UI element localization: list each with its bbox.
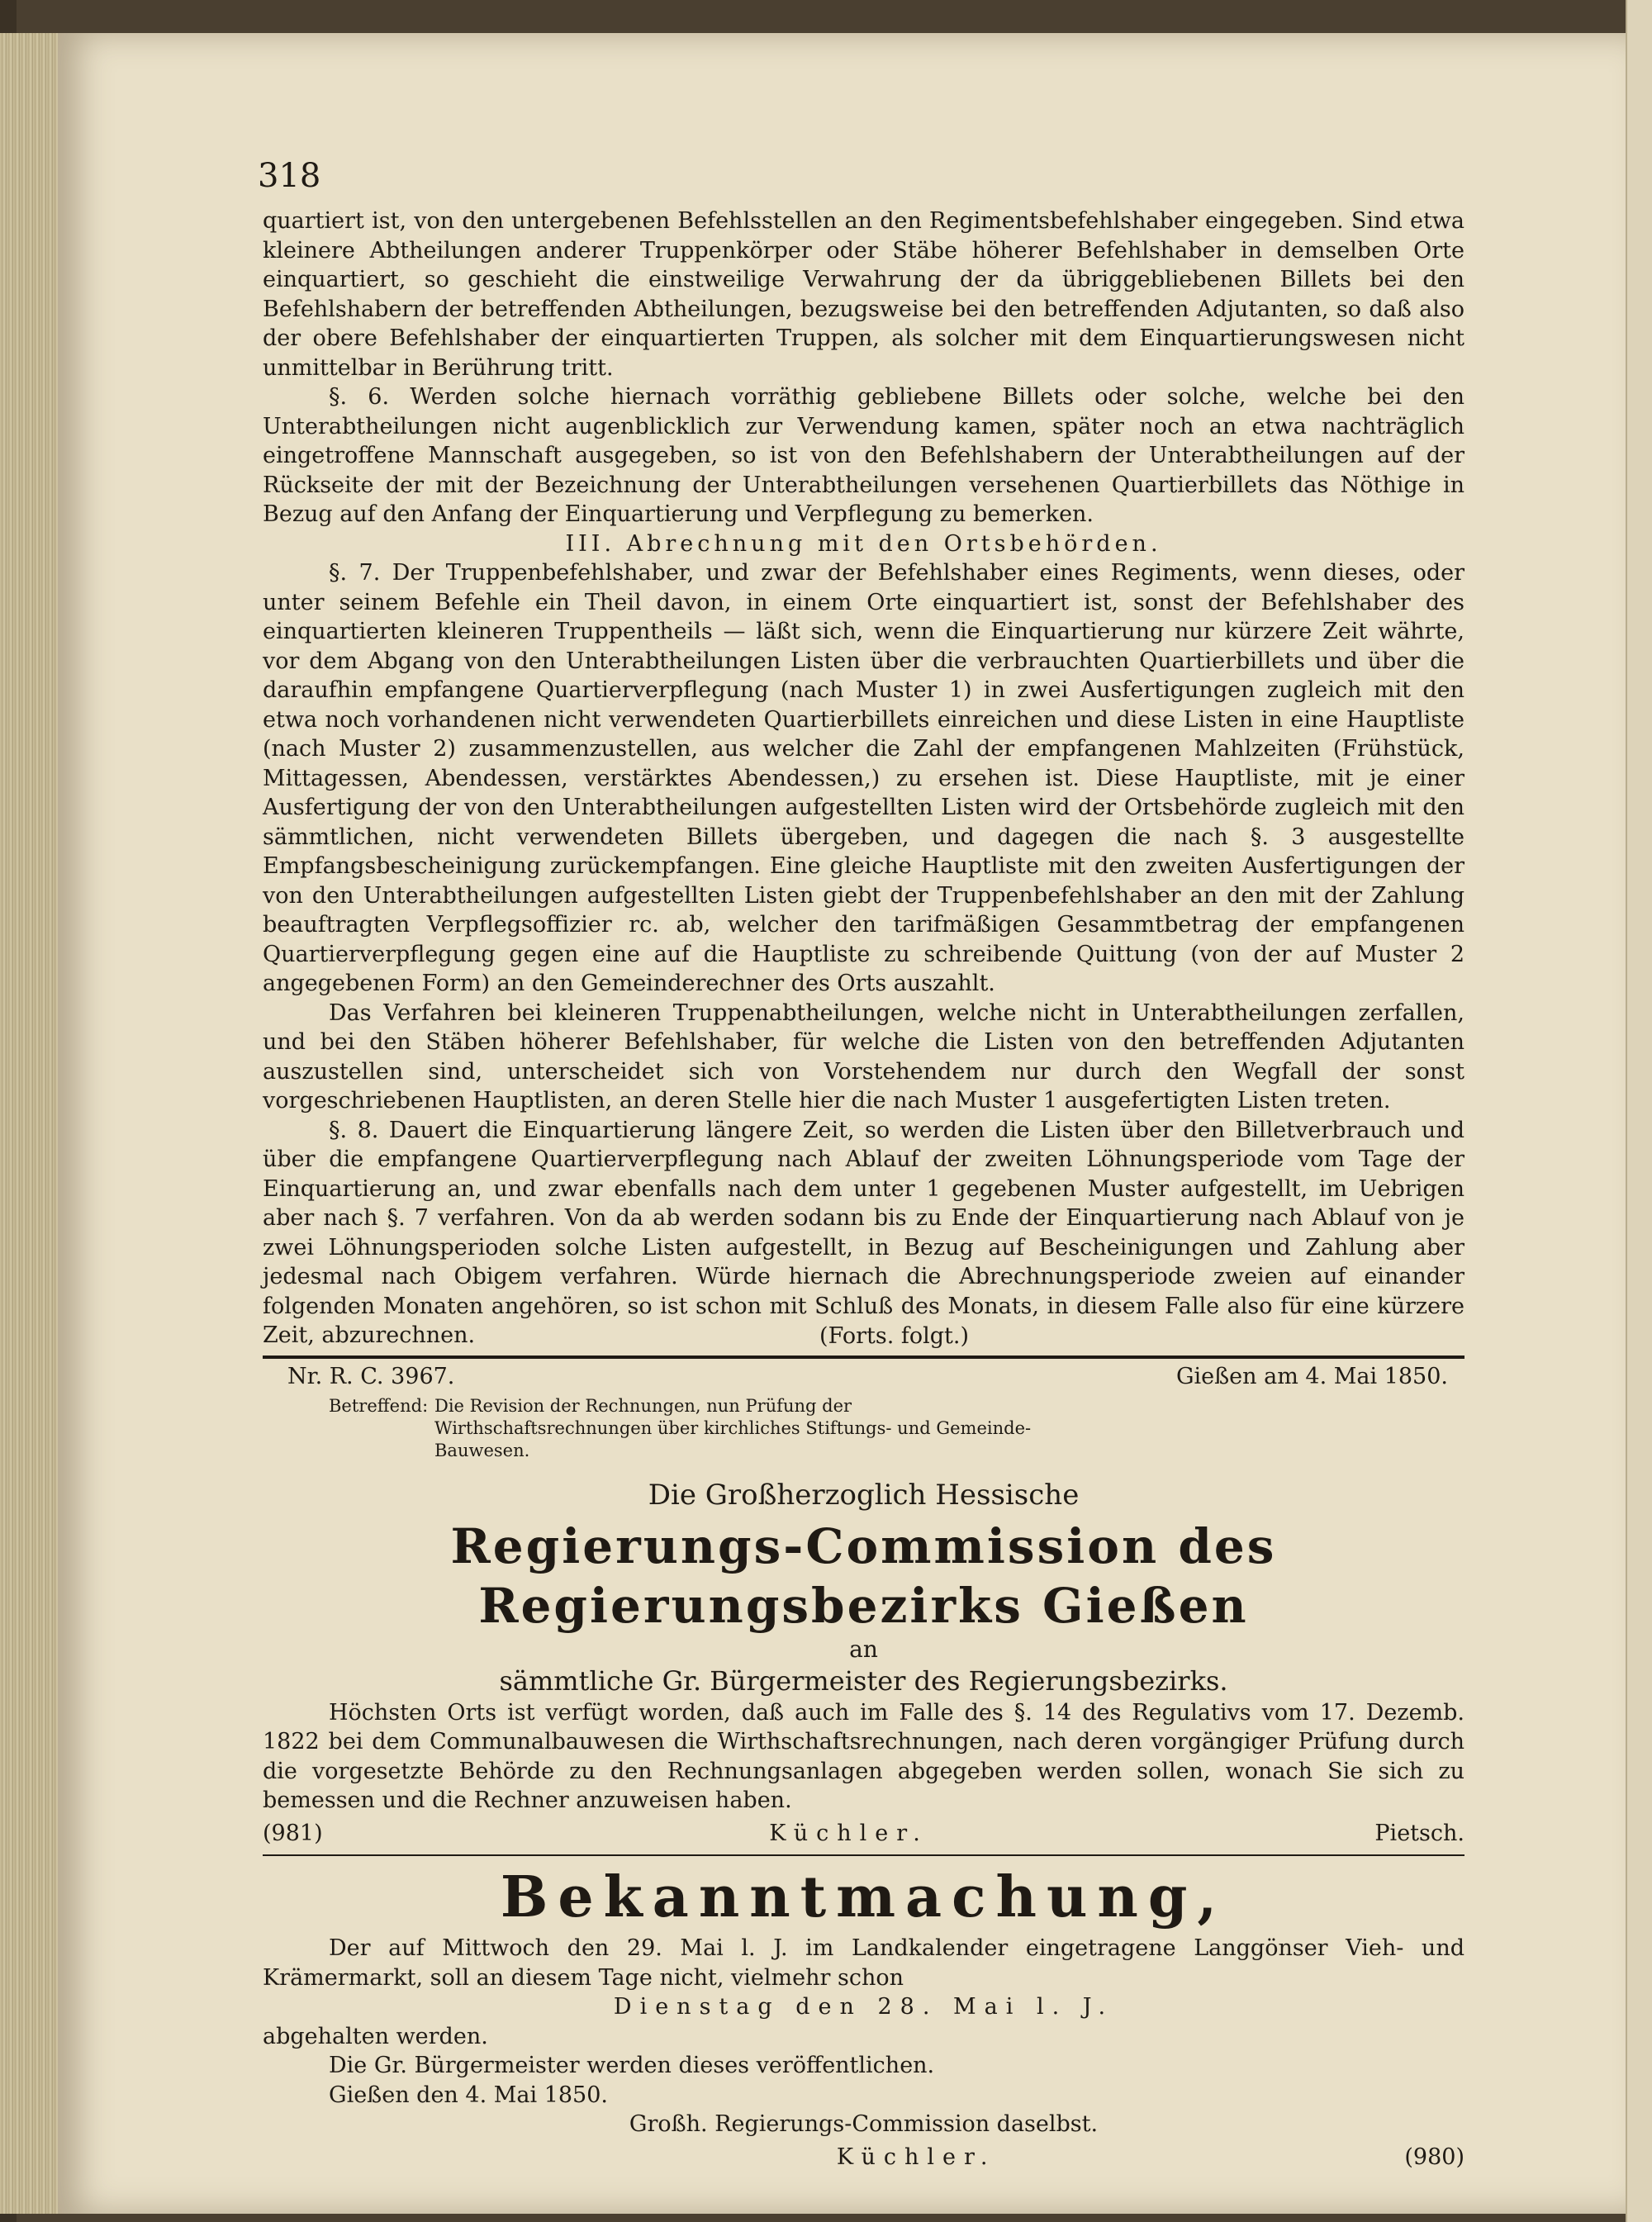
announcement-authority: Großh. Regierungs-Commission daselbst. bbox=[629, 2111, 1099, 2137]
addressee: sämmtliche Gr. Bürgermeister des Regierungsbezirks. bbox=[499, 1664, 1228, 1697]
paragraph-section-7: §. 7. Der Truppenbefehlshaber, und zwar der Befehlshaber eines Regiments, wenn dieses, oder unter seinem Befehle ein Theil davon, in einem Orte einquartiert ist, sonst der Befehlshaber des einquartierten kleineren Truppentheils — läßt sich, wenn die Einquartierung nur kürzere Zeit währte, vor dem Abgang von den Unterabtheilungen Listen über die verbrauchten Quartierbillets und über die daraufhin empfangene Quartierverpflegung (nach Muster 1) in zwei Ausfertigungen zugleich mit den etwa noch vorhandenen nicht verwendeten Quartierbillets einreichen und diese Listen in eine Hauptliste (nach Muster 2) zusammenzustellen, aus welcher die Zahl der empfangenen Mahlzeiten (Frühstück, Mittagessen, Abendessen, verstärktes Abendessen,) zu ersehen ist. Diese Hauptliste, mit je einer Ausfertigung der von den Unterabtheilungen aufgestellten Listen wird der Ortsbehörde zugleich mit den sämmtlichen, nicht verwendeten Billets übergeben, und dagegen die nach §. 3 ausgestellte Empfangsbescheinigung zurückempfangen. Eine gleiche Hauptliste mit den zweiten Ausfertigungen der von den Unterabtheilungen aufgestellten Listen giebt der Truppenbefehlshaber an den mit der Zahlung beauftragten Verpflegsoffizier rc. ab, welcher den tarifmäßigen Gesammtbetrag der empfangenen Quartierverpflegung gegen eine auf die Hauptliste zu schreibende Quittung (von der auf Muster 2 angegebenen Form) an den Gemeinderechner des Orts auszahlt. bbox=[263, 560, 1464, 996]
paragraph-small-units: Das Verfahren bei kleineren Truppenabtheilungen, welche nicht in Unterabtheilungen zerfallen, und bei den Stäben höherer Befehlshaber, für welche die Listen von den betreffenden Adjutanten auszustellen sind, unterscheidet sich von Vorstehendem nur durch den Wegfall der sonst vorgeschriebenen Hauptlisten, an deren Stelle hier die nach Muster 1 ausgefertigten Listen treten. bbox=[263, 999, 1464, 1113]
announcement-signer: Küchler. bbox=[836, 2144, 996, 2170]
announcement-signature-row bbox=[263, 2143, 1464, 2172]
subject-text: Die Revision der Rechnungen, nun Prüfung der Wirthschaftsrechnungen über kirchliches Stiftungs- und Gemeinde-Bauwesen. bbox=[434, 1395, 1032, 1460]
announcement-headline: Bekanntmachung, bbox=[500, 1864, 1227, 1930]
paragraph-section-8: §. 8. Dauert die Einquartierung längere Zeit, so werden die Listen über den Billetverbrauch und über die empfangene Quartierverpflegung nach Ablauf der zweiten Löhnungsperiode vom Tage der Einquartierung an, und zwar ebenfalls nach dem unter 1 gegebenen Muster aufgestellt, im Uebrigen aber nach §. 7 verfahren. Von da ab werden sodann bis zu Ende der Einquartierung nach Ablauf von je zwei Löhnungsperioden solche Listen aufgestellt, in Bezug auf Bescheinigungen und Zahlung aber jedesmal nach Obigem verfahren. Würde hiernach die Abrechnungsperiode zweien auf einander folgenden Monaten angehören, so ist schon mit Schluß des Monats, in diesem Falle also für eine kürzere Zeit, abzurechnen. bbox=[263, 1117, 1464, 1348]
continued-note: (Forts. folgt.) bbox=[819, 1322, 969, 1349]
paragraph-section-6: §. 6. Werden solche hiernach vorräthig gebliebene Billets oder solche, welche bei den Unterabtheilungen nicht augenblicklich zur Verwendung kamen, später noch an etwa nachträglich eingetroffene Mannschaft ausgegeben, so ist von den Befehlshabern der Unterabtheilungen auf der Rückseite der mit der Bezeichnung der Unterabtheilungen versehenen Quartierbillets das Nöthige in Bezug auf den Anfang der Einquartierung und Verpflegung zu bemerken. bbox=[263, 384, 1464, 527]
announcement-line-4: Die Gr. Bürgermeister werden dieses veröffentlichen. bbox=[329, 2053, 935, 2078]
announcement-line-1: Der auf Mittwoch den 29. Mai l. J. im Landkalender eingetragene Langgönser Vieh- und Krämermarkt, soll an diesem Tage nicht, vielmehr schon bbox=[263, 1935, 1464, 1991]
signer-pietsch: Pietsch. bbox=[1374, 1820, 1464, 1846]
notice-number: Nr. R. C. 3967. bbox=[287, 1364, 455, 1389]
notice-place-date: Gießen am 4. Mai 1850. bbox=[1175, 1364, 1448, 1389]
page-edges bbox=[0, 33, 59, 2214]
notice-reference: (981) bbox=[263, 1820, 323, 1846]
section-title: III. Abrechnung mit den Ortsbehörden. bbox=[565, 530, 1162, 557]
announcement-reference: (980) bbox=[1404, 2144, 1464, 2170]
announcement-place-date: Gießen den 4. Mai 1850. bbox=[329, 2082, 609, 2108]
subject-block bbox=[329, 1395, 1464, 1462]
separator-rule-2 bbox=[263, 1854, 1464, 1856]
signer-kuechler: Küchler. bbox=[769, 1820, 928, 1846]
commission-title: Regierungs-Commission des Regierungsbezirks Gießen bbox=[450, 1517, 1277, 1634]
notice-body: Höchsten Orts ist verfügt worden, daß auch im Falle des §. 14 des Regulativs vom 17. Dezemb. 1822 bei dem Communalbauwesen die Wirthschaftsrechnungen, nach deren vorgängiger Prüfung durch die vorgesetzte Behörde zu den Rechnungsanlagen abgegeben werden sollen, wonach Sie sich zu bemessen und die Rechner anzuweisen haben. bbox=[263, 1699, 1464, 1813]
announcement-line-3: abgehalten werden. bbox=[263, 2023, 488, 2049]
notice-header bbox=[263, 1362, 1464, 1392]
subject-label: Betreffend: bbox=[329, 1395, 429, 1416]
separator-rule bbox=[263, 1356, 1464, 1359]
next-page-edge bbox=[1626, 0, 1652, 2222]
paragraph-1: quartiert ist, von den untergebenen Befehlsstellen an den Regimentsbefehlshaber eingegeben. Sind etwa kleinere Abtheilungen anderer Truppenkörper oder Stäbe höherer Befehlshaber in demselben Orte einquartiert, so geschieht die einstweilige Verwahrung der da übriggebliebenen Billets bei den Befehlshabern der betreffenden Abtheilungen, bezugsweise bei den betreffenden Adjutanten, so daß also der obere Befehlshaber der einquartierten Truppen, als solcher mit dem Einquartierungswesen nicht unmittelbar in Berührung tritt. bbox=[263, 208, 1464, 381]
announcement-date: Dienstag den 28. Mai l. J. bbox=[613, 1994, 1114, 2020]
page-content bbox=[263, 207, 1464, 2172]
addressee-an: an bbox=[849, 1635, 878, 1663]
signature-row bbox=[263, 1819, 1464, 1849]
authority-title: Die Großherzoglich Hessische bbox=[648, 1478, 1080, 1512]
page-number: 318 bbox=[258, 157, 321, 195]
